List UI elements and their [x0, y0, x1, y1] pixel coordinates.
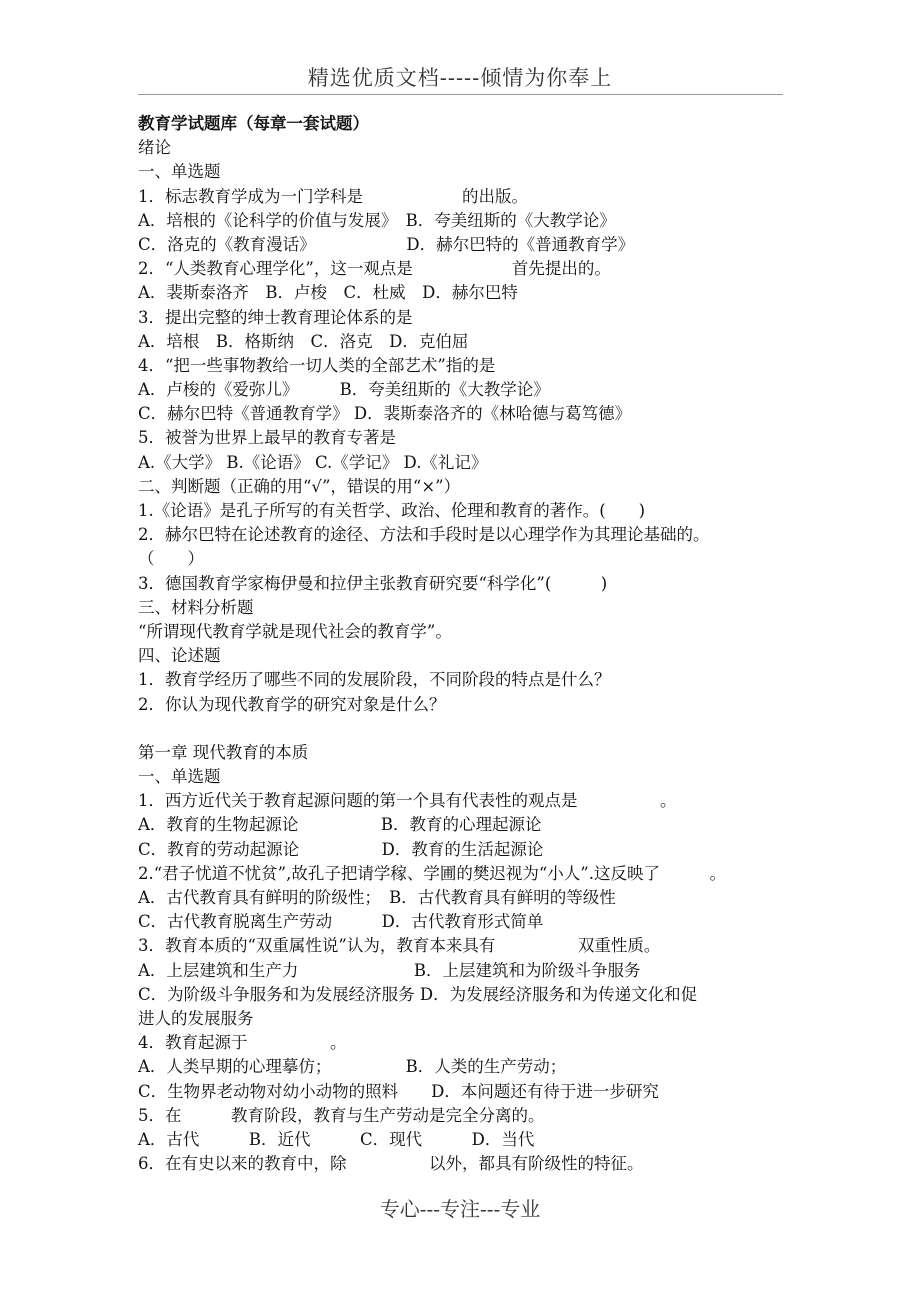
- text-line: A.《大学》 B.《论语》 C.《学记》 D.《礼记》: [138, 452, 488, 472]
- text-line: C．为阶级斗争服务和为发展经济服务 D．为发展经济服务和为传递文化和促: [138, 984, 698, 1004]
- text-line: 2．你认为现代教育学的研究对象是什么？: [138, 694, 446, 714]
- text-line: C．教育的劳动起源论 D．教育的生活起源论: [138, 839, 544, 859]
- text-line: C．生物界老动物对幼小动物的照料 D．本问题还有待于进一步研究: [138, 1081, 659, 1101]
- text-line: C．古代教育脱离生产劳动 D．古代教育形式简单: [138, 912, 544, 932]
- text-line: 一、单选题: [138, 162, 221, 182]
- text-line: 5．在 教育阶段，教育与生产劳动是完全分离的。: [138, 1105, 545, 1125]
- text-line: “所谓现代教育学就是现代社会的教育学”。: [138, 621, 452, 641]
- text-line: 四、论述题: [138, 646, 221, 666]
- page-header: 精选优质文档-----倾情为你奉上: [307, 66, 613, 90]
- text-line: A．上层建筑和生产力 B．上层建筑和为阶级斗争服务: [138, 960, 641, 980]
- text-line: A．裴斯泰洛齐 B．卢梭 C．杜威 D．赫尔巴特: [138, 283, 518, 303]
- text-line: 3．提出完整的绅士教育理论体系的是: [138, 307, 413, 327]
- text-line: （ ）: [138, 549, 204, 569]
- text-line: 2．赫尔巴特在论述教育的途径、方法和手段时是以心理学作为其理论基础的。: [138, 525, 710, 545]
- text-line: 2.“君子忧道不忧贫”,故孔子把请学稼、学圃的樊迟视为“小人”.这反映了 。: [138, 863, 726, 883]
- text-line: A．古代 B．近代 C．现代 D．当代: [138, 1129, 535, 1149]
- text-line: C．赫尔巴特《普通教育学》 D．裴斯泰洛齐的《林哈德与葛笃德》: [138, 404, 632, 424]
- text-line: C．洛克的《教育漫话》 D．赫尔巴特的《普通教育学》: [138, 234, 635, 254]
- text-line: 第一章 现代教育的本质: [138, 742, 309, 762]
- text-line: 5．被誉为世界上最早的教育专著是: [138, 428, 396, 448]
- text-line: A．培根 B．格斯纳 C．洛克 D．克伯屈: [138, 331, 469, 351]
- text-line: 1.《论语》是孔子所写的有关哲学、政治、伦理和教育的著作。( ): [138, 501, 646, 520]
- text-line: 3．教育本质的“双重属性说”认为，教育本来具有 双重性质。: [138, 936, 661, 956]
- text-line: 4．“把一些事物教给一切人类的全部艺术”指的是: [138, 355, 496, 375]
- text-line: 一、单选题: [138, 767, 221, 787]
- text-line: 2．“人类教育心理学化”，这一观点是 首先提出的。: [138, 259, 611, 279]
- text-line: 3．德国教育学家梅伊曼和拉伊主张教育研究要“科学化”( ): [138, 573, 608, 593]
- text-line: A．教育的生物起源论 B．教育的心理起源论: [138, 815, 542, 835]
- text-line: A．卢梭的《爱弥儿》 B．夸美纽斯的《大教学论》: [138, 380, 550, 400]
- text-line: A．古代教育具有鲜明的阶级性； B．古代教育具有鲜明的等级性: [138, 888, 616, 907]
- text-line: [138, 717, 798, 741]
- document-body: [138, 112, 798, 1176]
- page-footer: 专心---专注---专业: [379, 1197, 541, 1221]
- text-line: 二、判断题（正确的用“√”，错误的用“×”）: [138, 476, 461, 496]
- text-line: 绪论: [138, 138, 171, 158]
- text-line: 6．在有史以来的教育中，除 以外，都具有阶级性的特征。: [138, 1154, 644, 1174]
- text-line: 三、材料分析题: [138, 597, 254, 617]
- text-line: 1．标志教育学成为一门学科是 的出版。: [138, 186, 528, 206]
- text-line: 1．教育学经历了哪些不同的发展阶段，不同阶段的特点是什么？: [138, 670, 611, 690]
- header-divider: [138, 94, 783, 95]
- text-line: A．培根的《论科学的价值与发展》 B．夸美纽斯的《大教学论》: [138, 210, 616, 230]
- text-line: A．人类早期的心理摹仿； B．人类的生产劳动；: [138, 1057, 567, 1077]
- text-line: 1．西方近代关于教育起源问题的第一个具有代表性的观点是 。: [138, 791, 677, 811]
- text-line: 4．教育起源于 。: [138, 1033, 347, 1053]
- text-line: 进人的发展服务: [138, 1008, 254, 1028]
- document-title: 教育学试题库（每章一套试题）: [138, 114, 369, 133]
